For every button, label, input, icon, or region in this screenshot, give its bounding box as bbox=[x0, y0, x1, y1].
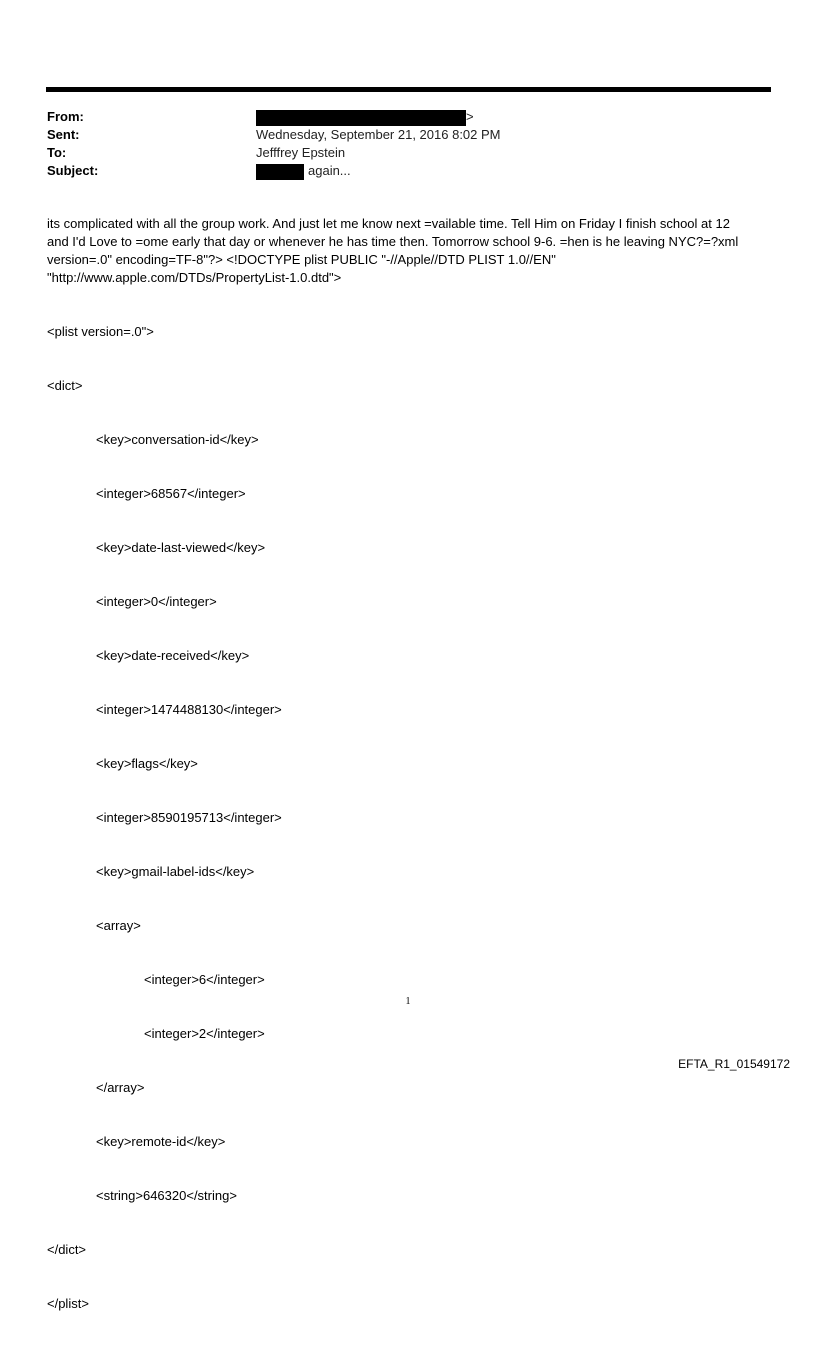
paragraph-line: "http://www.apple.com/DTDs/PropertyList-1.0.dtd"> bbox=[47, 270, 342, 285]
xml-line: <dict> bbox=[47, 378, 83, 393]
xml-line: </plist> bbox=[47, 1296, 89, 1311]
sent-value: Wednesday, September 21, 2016 8:02 PM bbox=[256, 127, 501, 142]
xml-line: <integer>2</integer> bbox=[144, 1026, 265, 1041]
from-label: From: bbox=[47, 109, 84, 124]
xml-line: <key>conversation-id</key> bbox=[96, 432, 259, 447]
message-paragraph bbox=[47, 215, 777, 287]
redaction-box bbox=[256, 164, 304, 180]
xml-line: <integer>8590195713</integer> bbox=[96, 810, 282, 825]
xml-line: </array> bbox=[96, 1080, 145, 1095]
subject-value bbox=[256, 162, 351, 180]
redaction-box bbox=[256, 110, 466, 126]
xml-line: <array> bbox=[96, 918, 141, 933]
xml-line: <integer>0</integer> bbox=[96, 594, 217, 609]
xml-line: <key>gmail-label-ids</key> bbox=[96, 864, 255, 879]
plist-xml-block bbox=[47, 287, 777, 1349]
sent-label: Sent: bbox=[47, 127, 80, 142]
subject-value-text: again... bbox=[308, 163, 351, 178]
subject-label: Subject: bbox=[47, 163, 99, 178]
page-number: 1 bbox=[405, 996, 411, 1007]
xml-line: <integer>1474488130</integer> bbox=[96, 702, 282, 717]
xml-line: </dict> bbox=[47, 1242, 87, 1257]
xml-line: <key>flags</key> bbox=[96, 756, 198, 771]
paragraph-line: its complicated with all the group work. And just let me know next =vailable time. Tell Him on Friday I finish school at 12 bbox=[47, 216, 730, 231]
from-value bbox=[256, 108, 474, 126]
xml-line: <plist version=.0"> bbox=[47, 324, 154, 339]
to-value: Jefffrey Epstein bbox=[256, 145, 346, 160]
header-divider bbox=[46, 87, 771, 92]
document-id: EFTA_R1_01549172 bbox=[678, 1057, 790, 1071]
paragraph-line: version=.0" encoding=TF-8"?> <!DOCTYPE plist PUBLIC "-//Apple//DTD PLIST 1.0//EN" bbox=[47, 252, 556, 267]
xml-line: <key>date-received</key> bbox=[96, 648, 250, 663]
xml-line: <key>remote-id</key> bbox=[96, 1134, 226, 1149]
xml-line: <string>646320</string> bbox=[96, 1188, 237, 1203]
email-body bbox=[47, 215, 777, 1349]
xml-line: <integer>68567</integer> bbox=[96, 486, 246, 501]
xml-line: <integer>6</integer> bbox=[144, 972, 265, 987]
from-value-text: > bbox=[466, 109, 474, 124]
paragraph-line: and I'd Love to =ome early that day or whenever he has time then. Tomorrow school 9-6. =hen is he leaving NYC?=?xml bbox=[47, 234, 739, 249]
to-label: To: bbox=[47, 145, 67, 160]
xml-line: <key>date-last-viewed</key> bbox=[96, 540, 266, 555]
